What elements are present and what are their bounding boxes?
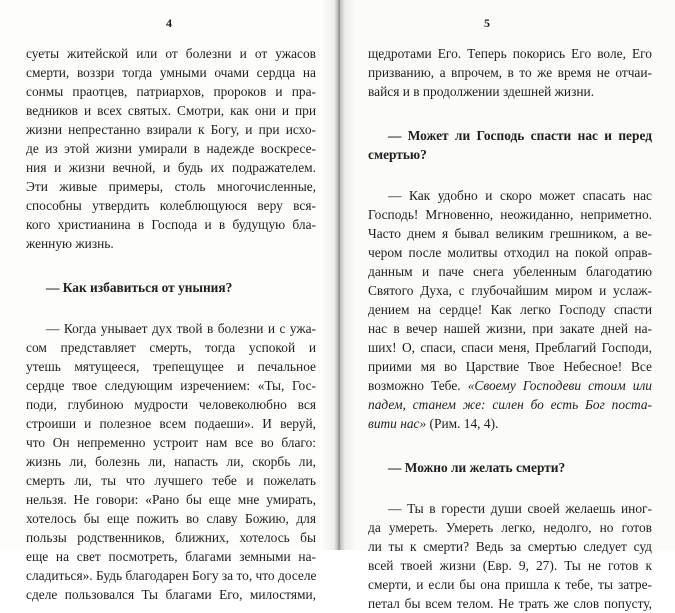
- text-line: сом представляет смерть, тогда успокой и: [26, 340, 316, 355]
- text-line: ших! О, спаси, спаси меня, Преблагий Господи,: [368, 340, 652, 355]
- text-line: поди, глубиною мудрости человеколюбно вся: [26, 397, 316, 412]
- text-line: жизнь ли, болезнь ли, напасть ли, скорбь ли,: [26, 454, 316, 469]
- text-line: смерти, и если бы она пришла к тебе, ты затре-: [368, 577, 652, 592]
- text-line: ведников и всех святых. Смотри, как они и при: [26, 103, 316, 118]
- section-heading: — Можно ли желать смерти?: [388, 460, 566, 475]
- text-line: что Он непременно устроит нам все во благо:: [26, 435, 316, 450]
- page-number-left: 4: [166, 16, 172, 30]
- right-page: [338, 0, 675, 611]
- text-line: суеты житейской или от болезни и от ужасов: [26, 46, 316, 61]
- text-line: дением на сердце! Как легко Господу спасти: [368, 302, 652, 317]
- text-line: [368, 395, 652, 414]
- text-line: данным и паче снега убеленным благодатию: [368, 264, 652, 279]
- right-page-text: [368, 44, 652, 613]
- text-line: сладиться». Будь благодарен Богу за то, что доселе: [26, 568, 317, 583]
- text-line: Часто днем я бывал великим грешником, а ве-: [368, 226, 652, 241]
- text-line: — Как удобно и скоро может спасать нас: [388, 188, 652, 203]
- text-line: [368, 376, 652, 395]
- text-line: строиши и полезное всем подаеши». И веруй,: [26, 416, 316, 431]
- text-line: щедротами Его. Теперь покорись Его воле, Его: [368, 46, 652, 61]
- text-line: сонмы праотцев, патриархов, пророков и пра-: [26, 84, 316, 99]
- scripture-quote: падем, станем же: силен бо есть Бог поста-: [368, 397, 652, 412]
- text-line: — Ты в горести души своей желаешь иног-: [388, 501, 652, 516]
- text-line: призванию, а впрочем, в то же время не отчаи-: [368, 65, 652, 80]
- text-line: смерть ли, ты что лучшего тебе и пожелать: [26, 473, 316, 488]
- scripture-reference: (Рим. 14, 4).: [426, 416, 499, 431]
- text-line: Святого Духа, с глубочайшим миром и услаж-: [368, 283, 652, 298]
- scripture-quote: «Своему Господеви стоим или: [467, 378, 652, 393]
- section-heading: — Может ли Господь спасти нас и перед: [388, 128, 652, 143]
- text-line: нельзя. Не говори: «Рано бы еще мне умирать,: [26, 492, 316, 507]
- text-line: жизни непрестанно взирали к Богу, и при исхо-: [26, 122, 316, 137]
- text-line: петал бы всем телом. Не трать же слов попусту,: [368, 596, 652, 611]
- text-line: хотелось бы еще пожить во славу Божию, для: [26, 511, 316, 526]
- text-line: вайся и в продолжении здешней жизни.: [368, 84, 595, 99]
- text-line: де из этой жизни умирали в надежде воскресе-: [26, 141, 316, 156]
- text-line: нас в вечер нашей жизни, при закате дней на-: [368, 321, 652, 336]
- text-line: Эти живые примеры, столь многочисленные,: [26, 179, 316, 194]
- text-line: [368, 414, 652, 433]
- text-line: женную жизнь.: [26, 236, 114, 251]
- section-heading-cont: смертью?: [368, 147, 427, 162]
- text-line: еще на свет посмотреть, благами земными на-: [26, 549, 316, 564]
- left-page: [0, 0, 338, 602]
- text-line: кого христианина в Господа и в будущую бла-: [26, 217, 316, 232]
- text-line: сделе пользовался Ты благами Его, милостями,: [26, 587, 316, 602]
- section-heading: — Как избавиться от уныния?: [46, 280, 233, 295]
- book-gutter: [322, 0, 356, 550]
- text-line: ли ты к смерти? Ведь за смертью следует суд: [368, 539, 652, 554]
- text-line: Господь! Мгновенно, неожиданно, неприметно.: [368, 207, 652, 222]
- text-fragment: возможно Тебе.: [368, 378, 461, 393]
- text-line: всей твоей жизни (Евр. 9, 27). Ты не готов к: [368, 558, 652, 573]
- text-line: пользы родственников, ближних, хотелось бы: [26, 530, 316, 545]
- text-line: да умереть. Умереть легко, недолго, но готов: [368, 520, 652, 535]
- text-line: сердце твое следующим изречением: «Ты, Гос-: [26, 378, 316, 393]
- text-line: приими мя во Царствие Твое Небесное! Все: [368, 359, 652, 374]
- text-line: смерти, воззри тогда умными очами сердца на: [26, 65, 316, 80]
- text-line: утешь мятущееся, трепещущее и печальное: [26, 359, 316, 374]
- text-line: — Когда унывает дух твой в болезни и с ужа-: [46, 321, 316, 336]
- scripture-quote: вити нас»: [368, 416, 427, 431]
- text-line: чером после молитвы отходил на покой оправ-: [368, 245, 652, 260]
- text-line: способны утвердить колеблющуюся веру вся-: [26, 198, 316, 213]
- text-line: ния и жизни вечной, и будь их подражателем.: [26, 160, 316, 175]
- left-page-text: [26, 44, 316, 604]
- page-number-right: 5: [484, 16, 490, 30]
